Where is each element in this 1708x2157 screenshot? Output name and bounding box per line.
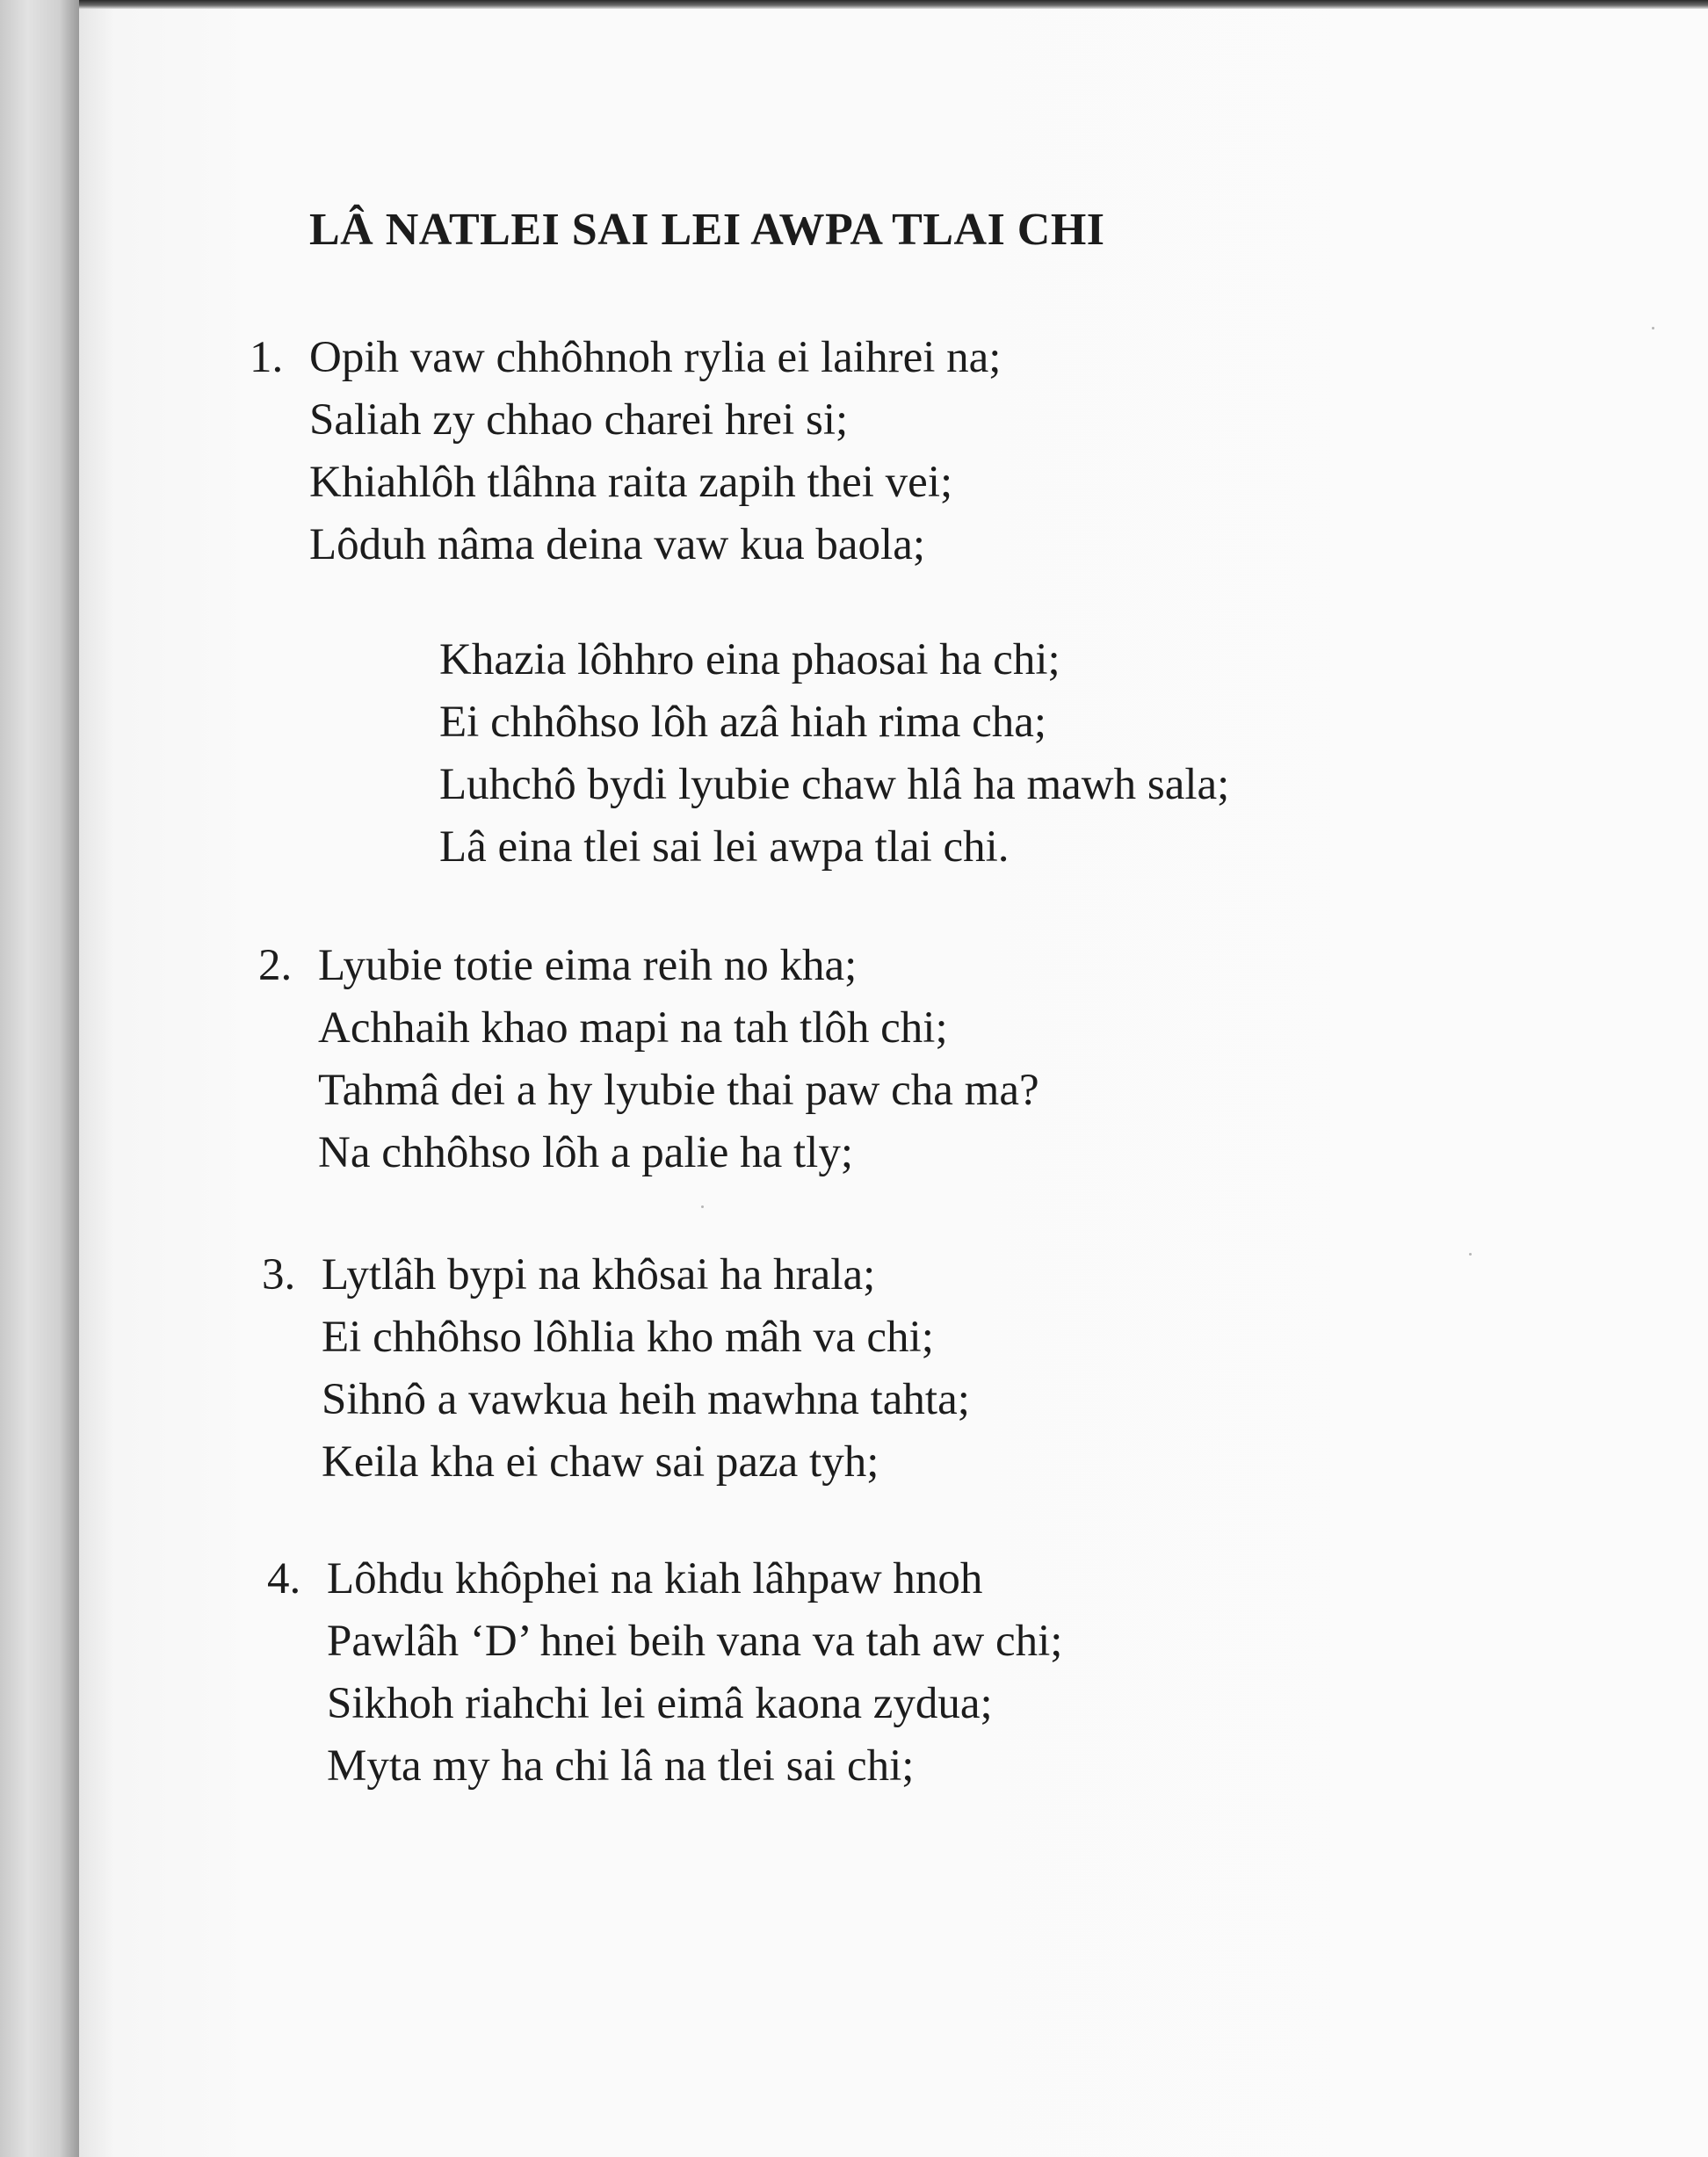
book-gutter [0, 0, 79, 2157]
verse-line: Tahmâ dei a hy lyubie thai paw cha ma? [318, 1066, 1039, 1115]
stanza-number: 1. [250, 333, 284, 382]
verse-line: Lyubie totie eima reih no kha; [318, 941, 858, 990]
verse-line: Sihnô a vawkua heih mawhna tahta; [322, 1375, 970, 1424]
chorus-line: Luhchô bydi lyubie chaw hlâ ha mawh sala; [439, 760, 1230, 809]
stanza-number: 2. [258, 941, 293, 990]
stanza-2 [258, 935, 1039, 1184]
verse-line: Lôhdu khôphei na kiah lâhpaw hnoh [327, 1554, 983, 1603]
verse-line: Lytlâh bypi na khôsai ha hrala; [322, 1250, 876, 1299]
verse-line: Pawlâh ‘D’ hnei beih vana va tah aw chi; [327, 1617, 1063, 1666]
chorus-line: Ei chhôhso lôh azâ hiah rima cha; [439, 698, 1047, 747]
stanza-number: 4. [267, 1554, 301, 1603]
verse-line: Ei chhôhso lôhlia kho mâh va chi; [322, 1313, 934, 1362]
verse-line: Sikhoh riahchi lei eimâ kaona zydua; [327, 1679, 993, 1728]
stanza-number: 3. [262, 1250, 296, 1299]
verse-line: Lôduh nâma deina vaw kua baola; [309, 520, 926, 569]
page-top-edge [0, 0, 1708, 9]
verse-line: Achhaih khao mapi na tah tlôh chi; [318, 1003, 948, 1053]
verse-line: Na chhôhso lôh a palie ha tly; [318, 1128, 854, 1177]
song-title: LÂ NATLEI SAI LEI AWPA TLAI CHI [309, 205, 1105, 255]
stanza-3 [262, 1244, 970, 1494]
chorus-line: Lâ eina tlei sai lei awpa tlai chi. [439, 822, 1010, 872]
book-page [79, 9, 1708, 2157]
scan-speck [1469, 1253, 1472, 1256]
scan-speck [1652, 327, 1654, 329]
chorus [439, 629, 1229, 879]
stanza-4 [267, 1548, 1063, 1798]
scan-speck [701, 1205, 704, 1208]
verse-line: Myta my ha chi lâ na tlei sai chi; [327, 1741, 915, 1791]
stanza-1 [250, 327, 1002, 576]
chorus-line: Khazia lôhhro eina phaosai ha chi; [439, 635, 1060, 684]
verse-line: Opih vaw chhôhnoh rylia ei laihrei na; [309, 333, 1002, 382]
verse-line: Saliah zy chhao charei hrei si; [309, 395, 849, 445]
verse-line: Keila kha ei chaw sai paza tyh; [322, 1437, 879, 1487]
verse-line: Khiahlôh tlâhna raita zapih thei vei; [309, 458, 953, 507]
